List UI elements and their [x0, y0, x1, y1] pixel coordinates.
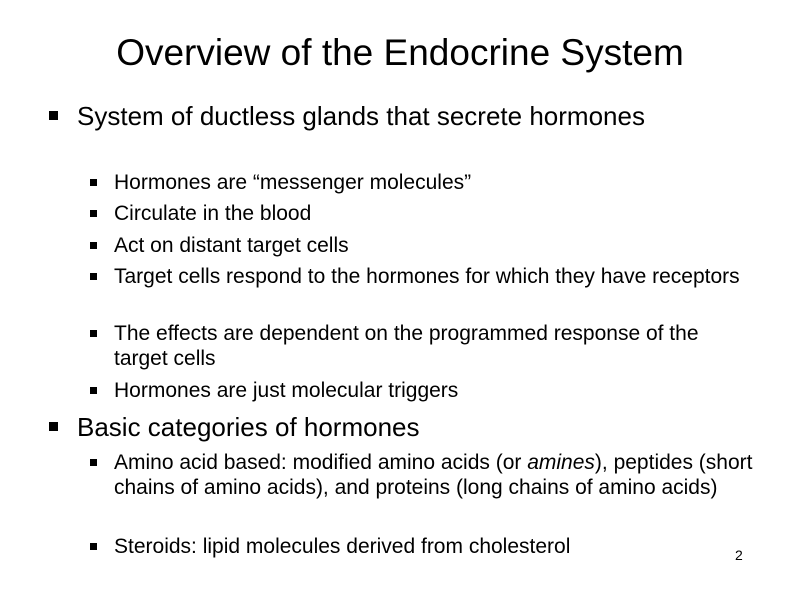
square-bullet-icon	[90, 543, 97, 550]
sub-bullet-text-part: Amino acid based: modified amino acids (or	[114, 451, 528, 474]
sub-bullet-item	[114, 378, 754, 403]
sub-bullet-item	[114, 321, 754, 371]
sub-bullet-item	[114, 264, 754, 289]
sub-bullet-item	[114, 201, 754, 226]
square-bullet-icon	[90, 330, 97, 337]
square-bullet-icon	[90, 210, 97, 217]
emphasized-term: amines	[527, 451, 595, 474]
sub-bullet-item	[114, 170, 754, 195]
sub-bullet-item	[114, 233, 754, 258]
square-bullet-icon	[49, 422, 58, 431]
sub-bullet-text: The effects are dependent on the programmed response of the target cells	[114, 322, 699, 370]
sub-bullet-text-part: ), peptides (short chains of amino acids), and proteins (long chains of amino acids)	[114, 451, 753, 499]
square-bullet-icon	[90, 273, 97, 280]
sub-bullet-text: Circulate in the blood	[114, 202, 312, 225]
slide-title: Overview of the Endocrine System	[116, 32, 684, 73]
square-bullet-icon	[90, 179, 97, 186]
sub-bullet-text: Hormones are just molecular triggers	[114, 379, 459, 402]
sub-bullet-item	[114, 450, 754, 500]
sub-bullet-text: Hormones are “messenger molecules”	[114, 171, 472, 194]
sub-bullet-text: Act on distant target cells	[114, 234, 349, 257]
square-bullet-icon	[49, 111, 58, 120]
square-bullet-icon	[90, 459, 97, 466]
square-bullet-icon	[90, 242, 97, 249]
sub-bullet-text	[114, 450, 754, 500]
sub-bullet-text: Target cells respond to the hormones for which they have receptors	[114, 265, 740, 288]
bullet-text: System of ductless glands that secrete hormones	[77, 101, 645, 131]
sub-bullet-text: Steroids: lipid molecules derived from cholesterol	[114, 535, 571, 558]
sub-bullet-item	[114, 534, 754, 559]
bullet-text: Basic categories of hormones	[77, 412, 420, 442]
bullet-item	[77, 101, 717, 132]
square-bullet-icon	[90, 387, 97, 394]
page-number: 2	[735, 547, 743, 563]
bullet-item	[77, 412, 717, 443]
